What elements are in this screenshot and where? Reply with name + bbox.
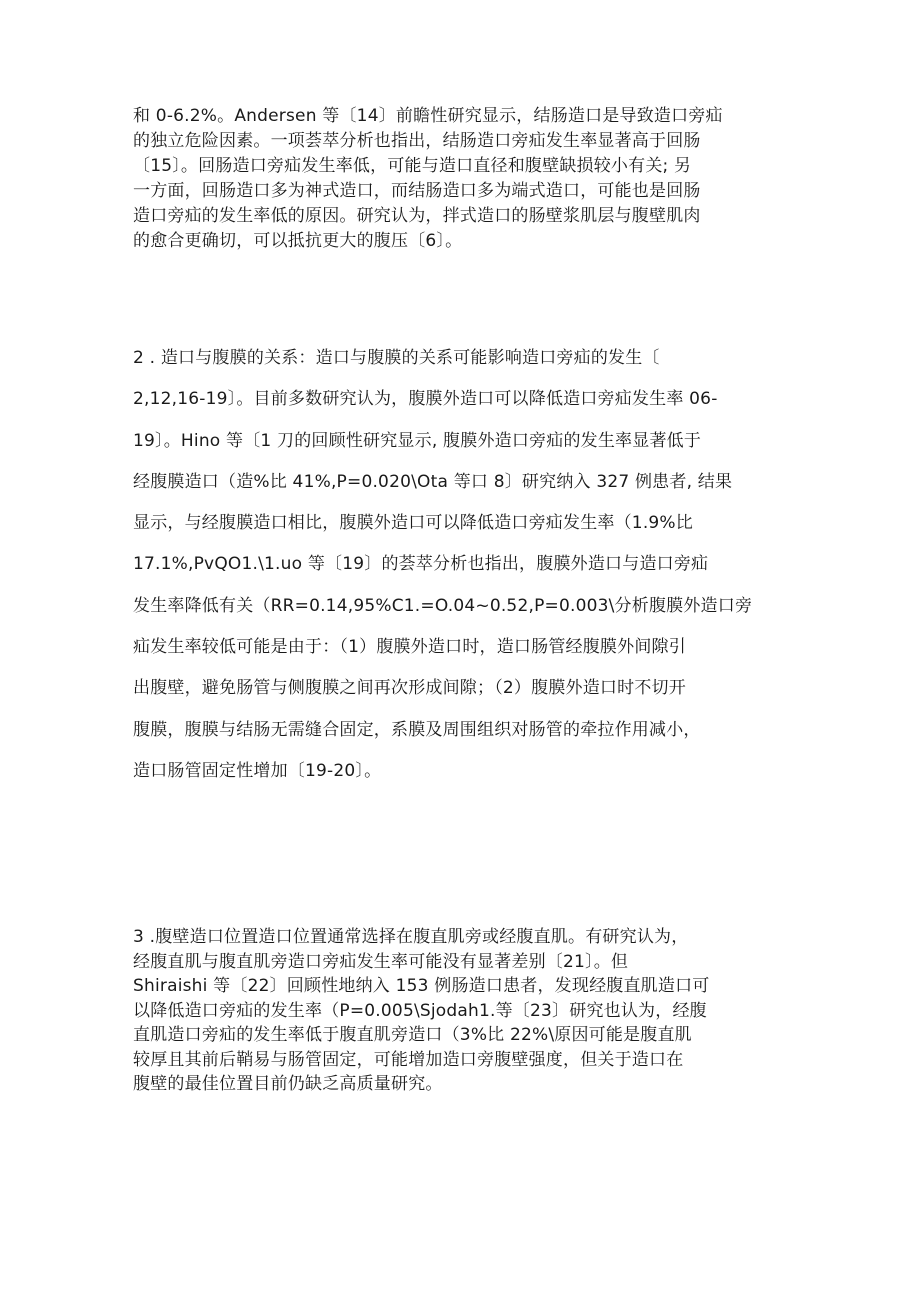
text-line: 的独立危险因素。一项荟萃分析也指出，结肠造口旁疝发生率显著高于回肠	[133, 131, 701, 151]
text-line: 和 0-6.2%。Andersen 等〔14〕前瞻性研究显示，结肠造口是导致造口旁疝	[133, 106, 723, 126]
text-line: 疝发生率较低可能是由于：（1）腹膜外造口时，造口肠管经腹膜外间隙引	[133, 637, 686, 658]
text-line: 19〕。Hino 等〔1 刀的回顾性研究显示, 腹膜外造口旁疝的发生率显著低于	[133, 430, 702, 451]
paragraph-ileostomy-colostomy	[133, 104, 723, 254]
text-line: 造口旁疝的发生率低的原因。研究认为，拌式造口的肠壁浆肌层与腹壁肌肉	[133, 206, 701, 226]
text-line: 发生率降低有关（RR=0.14,95%C1.=O.04~0.52,P=0.003\分析腹膜外造口旁	[133, 595, 753, 616]
text-line: Shiraishi 等〔22〕回顾性地纳入 153 例肠造口患者，发现经腹直肌造口可	[133, 976, 710, 996]
text-line: 〔15〕。回肠造口旁疝发生率低，可能与造口直径和腹壁缺损较小有关; 另	[133, 156, 692, 176]
text-line: 以降低造口旁疝的发生率（P=0.005\Sjodah1.等〔23〕研究也认为，经腹	[133, 1000, 707, 1021]
text-line: 显示，与经腹膜造口相比，腹膜外造口可以降低造口旁疝发生率（1.9%比	[133, 513, 693, 534]
text-line: 腹膜，腹膜与结肠无需缝合固定，系膜及周围组织对肠管的牵拉作用减小，	[133, 719, 701, 740]
text-line: 经腹膜造口（造%比 41%,P=0.020\Ota 等口 8〕研究纳入 327 例患者, 结果	[133, 471, 733, 492]
text-line: 出腹壁，避免肠管与侧腹膜之间再次形成间隙；（2）腹膜外造口时不切开	[133, 678, 686, 699]
text-line: 造口肠管固定性增加〔19-20〕。	[133, 760, 382, 781]
text-line: 3 .腹壁造口位置造口位置通常选择在腹直肌旁或经腹直肌。有研究认为，	[133, 927, 689, 947]
text-line: 的愈合更确切，可以抵抗更大的腹压〔6〕。	[133, 231, 463, 251]
text-line: 直肌造口旁疝的发生率低于腹直肌旁造口（3%比 22%\原因可能是腹直肌	[133, 1025, 692, 1045]
text-line: 经腹直肌与腹直肌旁造口旁疝发生率可能没有显著差别〔21〕。但	[133, 951, 629, 972]
text-line: 较厚且其前后鞘易与肠管固定，可能增加造口旁腹壁强度，但关于造口在	[133, 1049, 684, 1070]
text-line: 腹壁的最佳位置目前仍缺乏高质量研究。	[133, 1074, 443, 1094]
text-line: 17.1%,PvQO1.\1.uo 等〔19〕的荟萃分析也指出，腹膜外造口与造口旁疝	[133, 554, 709, 575]
text-line: 一方面，回肠造口多为神式造口，而结肠造口多为端式造口，可能也是回肠	[133, 181, 701, 201]
paragraph-stoma-peritoneum	[133, 338, 752, 792]
text-line: 2 . 造口与腹膜的关系：造口与腹膜的关系可能影响造口旁疝的发生〔	[133, 348, 660, 368]
paragraph-stoma-position	[133, 925, 709, 1097]
text-line: 2,12,16-19〕。目前多数研究认为，腹膜外造口可以降低造口旁疝发生率 06-	[133, 389, 718, 410]
